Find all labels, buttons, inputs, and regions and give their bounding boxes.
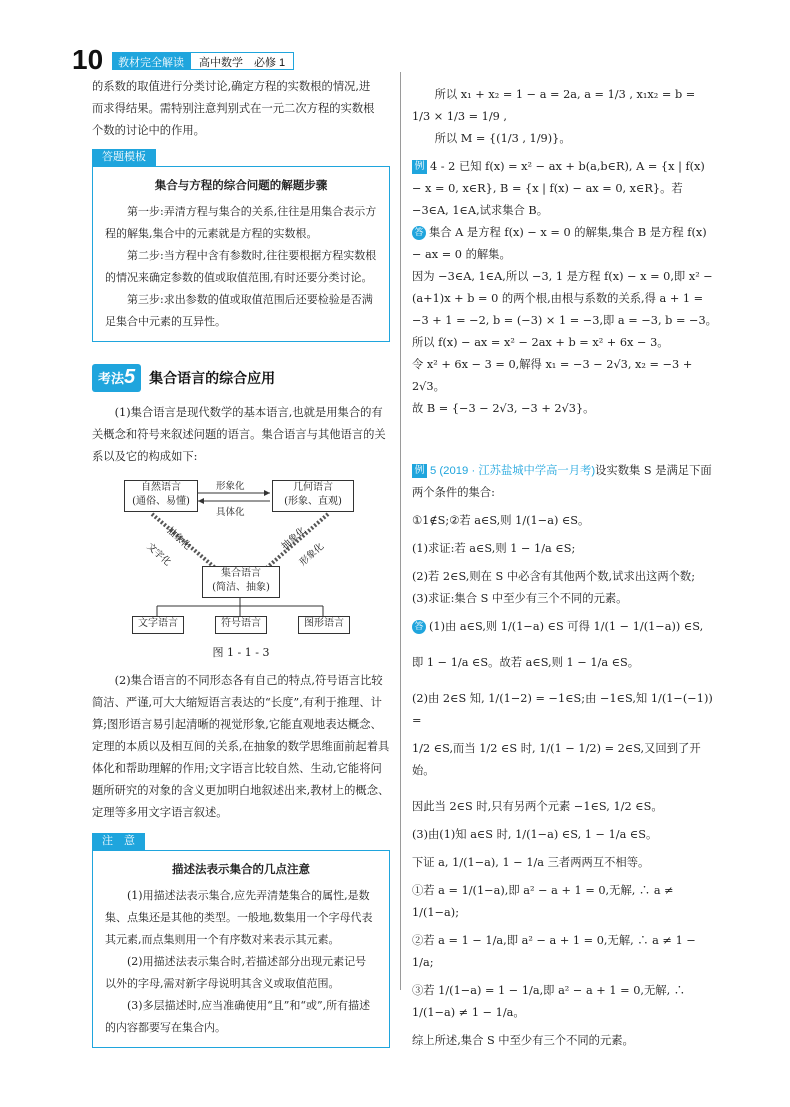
- natural-language-node: 自然语言 (通俗、易懂): [124, 480, 198, 512]
- math-line: 所以 M = {(1/3 , 1/9)}。: [434, 132, 571, 145]
- section-heading: [92, 364, 390, 392]
- math-line: 下证 a, 1/(1−a), 1 − 1/a 三者两两互不相等。: [412, 856, 650, 869]
- set-language-node: 集合语言 (简洁、抽象): [202, 566, 280, 598]
- template-step: 第三步:求出参数的值或取值范围后还要检验是否满足集合中元素的互异性。: [105, 293, 373, 328]
- math-line: 即 1 − 1/a ∈S。故若 a∈S,则 1 − 1/a ∈S。: [412, 656, 640, 669]
- note-item: (2)用描述法表示集合时,若描述部分出现元素记号以外的字母,需对新字母说明其含义或取值范围。: [105, 955, 367, 990]
- left-column: [92, 76, 390, 1048]
- intro-line: 而求得结果。需特别注意判别式在一元二次方程的实数根: [92, 102, 375, 115]
- math-line: 综上所述,集合 S 中至少有三个不同的元素。: [412, 1034, 634, 1047]
- condition-line: ①1∉S;②若 a∈S,则 1/(1−a) ∈S。: [412, 514, 590, 527]
- note-item: (3)多层描述时,应当准确使用“且”和“或”,所有描述的内容都要写在集合内。: [105, 999, 371, 1034]
- graphic-language-node: 图形语言: [298, 616, 350, 634]
- label-wenzihua: 文字化: [144, 541, 173, 569]
- note-title: 描述法表示集合的几点注意: [172, 864, 310, 876]
- math-line: 所以 x₁ + x₂ = 1 − a = 2a, a = 1/3 , x₁x₂ = b = 1/3 × 1/3 = 1/9 ,: [412, 88, 696, 123]
- text-language-node: 文字语言: [132, 616, 184, 634]
- math-line: ③若 1/(1−a) = 1 − 1/a,即 a² − a + 1 = 0,无解, ∴ 1/(1−a) ≠ 1 − 1/a。: [412, 984, 686, 1019]
- kaofa-badge: 考法5: [92, 364, 141, 392]
- header-bar: [112, 52, 294, 70]
- template-step: 第二步:当方程中含有参数时,往往要根据方程实数根的情况来确定参数的值或取值范围,有时还要分类讨论。: [105, 249, 377, 284]
- column-divider: [400, 72, 401, 990]
- question-line: (3)求证:集合 S 中至少有三个不同的元素。: [412, 592, 628, 605]
- label-jutihua: 具体化: [216, 507, 245, 518]
- math-line: 所以 f(x) − ax = x² − 2ax + b = x² + 6x − 3。: [412, 336, 669, 349]
- math-line: ②若 a = 1 − 1/a,即 a² − a + 1 = 0,无解, ∴ a ≠ 1 − 1/a;: [412, 934, 696, 969]
- section-title: 集合语言的综合应用: [149, 370, 276, 386]
- figure-caption: 图 1 - 1 - 3: [212, 646, 270, 659]
- intro-line: 个数的讨论中的作用。: [92, 124, 205, 137]
- math-line: 因为 −3∈A, 1∈A,所以 −3, 1 是方程 f(x) − x = 0,即 x² − (a+1)x + b = 0 的两个根,由根与系数的关系,得 a + 1 = −3 + 1 = −2, b = (−3) × 1 = −3,即 a = −3, b = −3。: [412, 270, 717, 327]
- label-xingxianghua: 形象化: [297, 541, 327, 569]
- template-tag: 答题模板: [92, 149, 156, 166]
- example-icon: 例: [412, 160, 427, 174]
- math-line: 因此当 2∈S 时,只有另两个元素 −1∈S, 1/2 ∈S。: [412, 800, 663, 813]
- page-number: 10: [72, 44, 104, 75]
- question-line: (2)若 2∈S,则在 S 中必含有其他两个数,试求出这两个数;: [412, 570, 696, 583]
- answer-icon: 答: [412, 620, 426, 634]
- intro-line: 的系数的取值进行分类讨论,确定方程的实数根的情况,进: [92, 80, 371, 93]
- series-label: 教材完全解读: [112, 52, 190, 70]
- math-line: ①若 a = 1/(1−a),即 a² − a + 1 = 0,无解, ∴ a ≠ 1/(1−a);: [412, 884, 674, 919]
- note-item: (1)用描述法表示集合,应先弄清楚集合的属性,是数集、点集还是其他的类型。一般地,数集用一个字母代表其元素,而点集则用一个有序数对来表示其元素。: [105, 889, 373, 946]
- language-diagram: [92, 472, 390, 642]
- example-4-2: 例 4 - 2 已知 f(x) = x² − ax + b(a,b∈R), A = {x | f(x) − x = 0, x∈R}, B = {x | f(x) − ax = 0, x∈R}。若 −3∈A, 1∈A,试求集合 B。: [412, 160, 705, 217]
- template-step: 第一步:弄清方程与集合的关系,往往是用集合表示方程的解集,集合中的元素就是方程的实数根。: [105, 205, 377, 240]
- template-box: [92, 146, 390, 342]
- answer-icon: 答: [412, 226, 426, 240]
- answer-4-2: 答 集合 A 是方程 f(x) − x = 0 的解集,集合 B 是方程 f(x) − ax = 0 的解集。: [412, 226, 707, 261]
- label-chouxianghua: 抽象化: [279, 525, 309, 553]
- label-chouxianghua: 抽象化: [164, 525, 193, 553]
- math-line: 1/2 ∈S,而当 1/2 ∈S 时, 1/(1 − 1/2) = 2∈S,又回到了开始。: [412, 742, 701, 777]
- label-xingxianghua: 形象化: [216, 481, 245, 492]
- math-line: 令 x² + 6x − 3 = 0,解得 x₁ = −3 − 2√3, x₂ = −3 + 2√3。: [412, 358, 693, 393]
- example-5: 例 5 (2019 · 江苏盐城中学高一月考)设实数集 S 是满足下面两个条件的集合:: [412, 464, 712, 499]
- symbol-language-node: 符号语言: [215, 616, 267, 634]
- note-box: [92, 830, 390, 1048]
- math-line: (3)由(1)知 a∈S 时, 1/(1−a) ∈S, 1 − 1/a ∈S。: [412, 828, 658, 841]
- example-icon: 例: [412, 464, 427, 478]
- geometric-language-node: 几何语言 (形象、直观): [272, 480, 354, 512]
- subject-label: 高中数学 必修 1: [190, 52, 294, 70]
- paragraph: (2)集合语言的不同形态各有自己的特点,符号语言比较简洁、严谨,可大大缩短语言表达的“长度”,有利于推理、计算;图形语言易引起清晰的视觉形象,它能直观地表达概念、定理的本质以及相互间的关系,在抽象的数学思维面前起着具体化和帮助理解的作用;文字语言比较自然、生动,它能将问题所研究的对象的含义更加明白地叙述出来,教材上的概念、定理等多用文字语言叙述。: [92, 674, 390, 819]
- note-tag: 注 意: [92, 833, 145, 850]
- math-line: (2)由 2∈S 知, 1/(1−2) = −1∈S;由 −1∈S,知 1/(1−(−1)) =: [412, 692, 713, 727]
- paragraph: (1)集合语言是现代数学的基本语言,也就是用集合的有关概念和符号来叙述问题的语言。集合语言与其他语言的关系以及它的构成如下:: [92, 406, 386, 463]
- math-line: 故 B = {−3 − 2√3, −3 + 2√3}。: [412, 402, 595, 415]
- example-source: 5 (2019 · 江苏盐城中学高一月考): [430, 465, 596, 477]
- right-column: [412, 84, 717, 1052]
- template-title: 集合与方程的综合问题的解题步骤: [154, 180, 328, 192]
- question-line: (1)求证:若 a∈S,则 1 − 1/a ∈S;: [412, 542, 576, 555]
- answer-5: 答 (1)由 a∈S,则 1/(1−a) ∈S 可得 1/(1 − 1/(1−a)) ∈S,: [412, 616, 717, 638]
